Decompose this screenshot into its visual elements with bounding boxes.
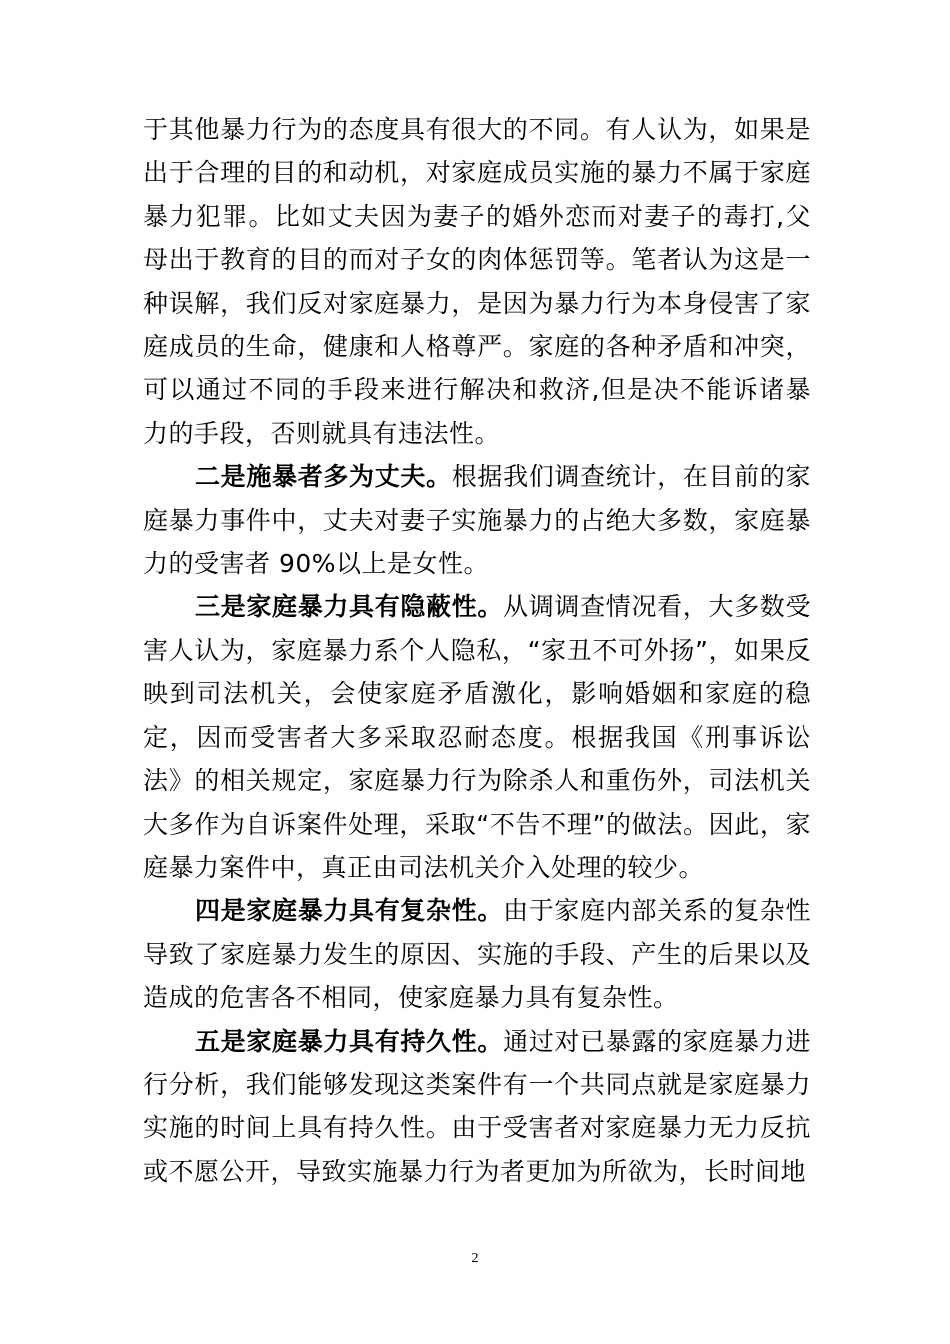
paragraph-lead: 三是家庭暴力具有隐蔽性。 bbox=[195, 592, 504, 622]
paragraph-lead: 四是家庭暴力具有复杂性。 bbox=[195, 896, 504, 926]
paragraph-lead: 五是家庭暴力具有持久性。 bbox=[195, 1026, 504, 1056]
page-number: 2 bbox=[471, 1251, 479, 1266]
paragraph-point-three bbox=[143, 585, 811, 889]
paragraph-lead: 二是施暴者多为丈夫。 bbox=[195, 462, 452, 492]
paragraph-text: 由于家庭内部关系的复杂性导致了家庭暴力发生的原因、实施的手段、产生的后果以及造成的危害各不相同，使家庭暴力具有复杂性。 bbox=[143, 896, 811, 1013]
paragraph-point-two bbox=[143, 455, 811, 585]
paragraph-text: 于其他暴力行为的态度具有很大的不同。有人认为，如果是出于合理的目的和动机，对家庭成员实施的暴力不属于家庭暴力犯罪。比如丈夫因为妻子的婚外恋而对妻子的毒打,父母出于教育的目的而对子女的肉体惩罚等。笔者认为这是一种误解，我们反对家庭暴力，是因为暴力行为本身侵害了家庭成员的生命，健康和人格尊严。家庭的各种矛盾和冲突，可以通过不同的手段来进行解决和救济,但是决不能诉诸暴力的手段，否则就具有违法性。 bbox=[143, 115, 811, 448]
paragraph-point-four bbox=[143, 889, 811, 1019]
paragraph-text: 从调调查情况看，大多数受害人认为，家庭暴力系个人隐私，“家丑不可外扬”，如果反映到司法机关，会使家庭矛盾激化，影响婚姻和家庭的稳定，因而受害者大多采取忍耐态度。根据我国《刑事诉讼法》的相关规定，家庭暴力行为除杀人和重伤外，司法机关大多作为自诉案件处理，采取“不告不理”的做法。因此，家庭暴力案件中，真正由司法机关介入处理的较少。 bbox=[143, 592, 811, 882]
paragraph-point-five bbox=[143, 1020, 811, 1194]
paragraph-text: 通过对已暴露的家庭暴力进行分析，我们能够发现这类案件有一个共同点就是家庭暴力实施的时间上具有持久性。由于受害者对家庭暴力无力反抗或不愿公开，导致实施暴力行为者更加为所欲为，长时间地 bbox=[143, 1026, 811, 1186]
paragraph-continuation bbox=[143, 108, 811, 455]
paragraph-text: 根据我们调查统计，在目前的家庭暴力事件中，丈夫对妻子实施暴力的占绝大多数，家庭暴力的受害者 90%以上是女性。 bbox=[143, 462, 811, 579]
body-text bbox=[143, 108, 811, 1193]
